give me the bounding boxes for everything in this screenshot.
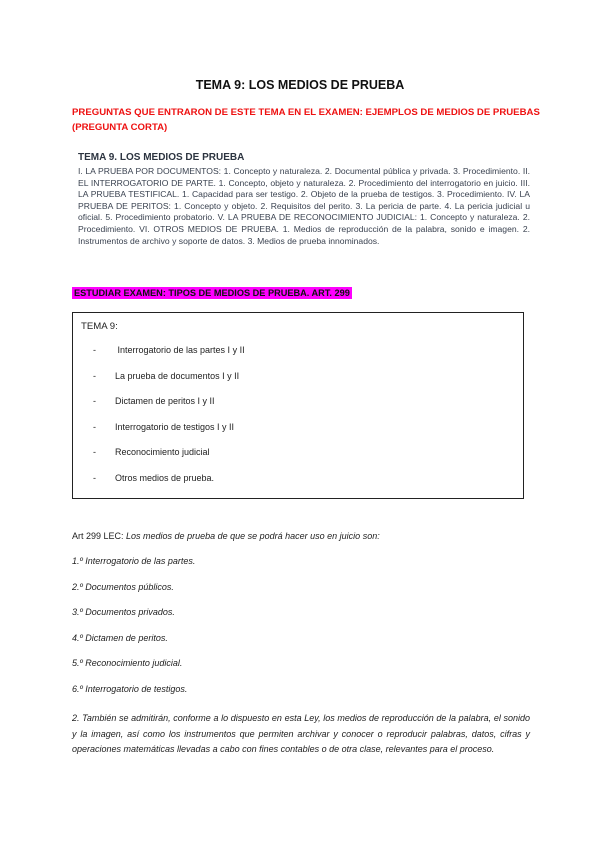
list-item-label: Interrogatorio de las partes I y II: [115, 345, 245, 355]
list-item-label: Dictamen de peritos I y II: [115, 396, 215, 407]
dash-bullet: -: [93, 396, 96, 407]
article-item: 3.º Documentos privados.: [72, 607, 175, 618]
article-item: 5.º Reconocimiento judicial.: [72, 658, 183, 669]
scanned-syllabus: [78, 152, 530, 247]
box-title: TEMA 9:: [81, 321, 118, 332]
list-item: [93, 345, 245, 371]
article-item: 1.º Interrogatorio de las partes.: [72, 556, 196, 566]
article-label: Art 299 LEC:: [72, 531, 127, 541]
article-items: [72, 556, 530, 710]
list-item: [93, 473, 245, 499]
box-list: [93, 345, 245, 499]
dash-bullet: -: [93, 370, 96, 381]
list-item-label: Reconocimiento judicial: [115, 447, 210, 458]
list-item: [93, 371, 245, 397]
article-item: 2.º Documentos públicos.: [72, 581, 174, 592]
dash-bullet: -: [93, 421, 96, 432]
article-item: 4.º Dictamen de peritos.: [72, 632, 168, 643]
list-item-label: La prueba de documentos I y II: [115, 370, 240, 381]
list-item: [93, 447, 245, 473]
syllabus-heading: TEMA 9. LOS MEDIOS DE PRUEBA: [78, 152, 245, 163]
syllabus-body: I. LA PRUEBA POR DOCUMENTOS: 1. Concepto y naturaleza. 2. Documental pública y privada. 3. Procedimiento. II. EL INTERROGATORIO DE PARTE. 1. Concepto, objeto y naturaleza. 2. Procedimiento del interrogatorio en juicio. III. LA PRUEBA TESTIFICAL. 1. Capacidad para ser testigo. 2. Objeto de la prueba de testigos. 3. Procedimiento. IV. LA PRUEBA DE PERITOS: 1. Concepto y objeto. 2. Requisitos del perito. 3. La pericia de parte. 4. La pericia judicial u oficial. 5. Procedimiento probatorio. V. LA PRUEBA DE RECONOCIMIENTO JUDICIAL: 1. Concepto y naturaleza. 2. Procedimiento. VI. OTROS MEDIOS DE PRUEBA. 1. Medios de reproducción de la palabra, sonido e imagen. 2. Instrumentos de archivo y soporte de datos. 3. Medios de prueba innominados.: [78, 166, 530, 246]
list-item-label: Interrogatorio de testigos I y II: [115, 421, 235, 432]
list-item: [93, 422, 245, 448]
article-item: 6.º Interrogatorio de testigos.: [72, 683, 188, 694]
study-highlight: ESTUDIAR EXAMEN: TIPOS DE MEDIOS DE PRUEBA. ART. 299: [74, 288, 350, 298]
exam-questions-note: PREGUNTAS QUE ENTRARON DE ESTE TEMA EN EL EXAMEN: EJEMPLOS DE MEDIOS DE PRUEBAS (PREGUNTA CORTA): [72, 107, 540, 133]
dash-bullet: -: [93, 472, 96, 483]
list-item-label: Otros medios de prueba.: [115, 472, 215, 483]
page-title: TEMA 9: LOS MEDIOS DE PRUEBA: [195, 78, 405, 92]
article-text: Los medios de prueba de que se podrá hacer uso en juicio son:: [126, 531, 380, 541]
dash-bullet: -: [93, 345, 96, 355]
article-intro: [72, 531, 530, 541]
dash-bullet: -: [93, 447, 96, 458]
article-paragraph-2: 2. También se admitirán, conforme a lo dispuesto en esta Ley, los medios de reproducción de la palabra, el sonido y la imagen, así como los instrumentos que permiten archivar y conocer o reproducir palabras, datos, cifras y operaciones matemáticas llevadas a cabo con fines contables o de otra clase, relevantes para el proceso.: [72, 713, 530, 755]
topic-summary-box: [72, 312, 524, 499]
list-item: [93, 396, 245, 422]
